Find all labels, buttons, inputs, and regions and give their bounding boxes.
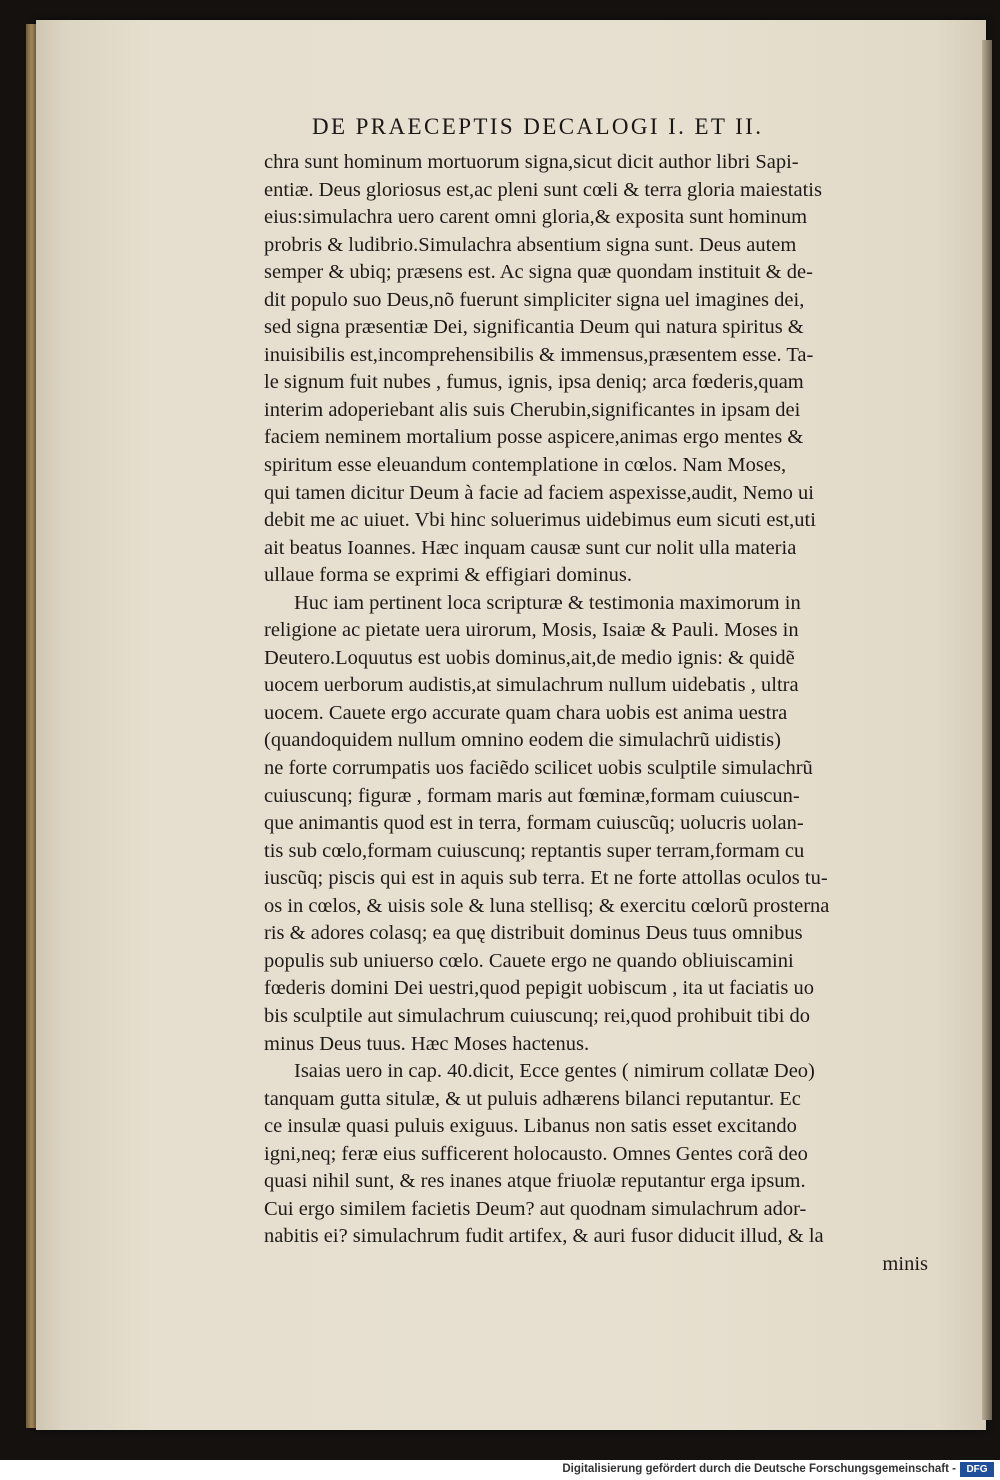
text-line: eius:simulachra uero carent omni gloria,& exposita sunt hominum [264, 206, 808, 229]
text-line: uocem uerborum audistis,at simulachrum nullum uidebatis , ultra [264, 674, 799, 697]
text-line: ne forte corrumpatis uos faciẽdo scilicet uobis sculptile simulachrũ [264, 757, 813, 780]
running-head: DE PRAECEPTIS DECALOGI I. ET II. [312, 114, 764, 139]
digitization-footer [0, 1460, 1000, 1480]
text-line: (quandoquidem nullum omnino eodem die simulachrũ uidistis) [264, 729, 781, 752]
text-line: nabitis ei? simulachrum fudit artifex, & auri fusor diducit illud, & la [264, 1225, 824, 1248]
text-line: minis [882, 1252, 928, 1275]
text-line: tanquam gutta situlæ, & ut puluis adhærens bilanci reputantur. Ec [264, 1087, 801, 1110]
text-line: inuisibilis est,incomprehensibilis & immensus,præsentem esse. Ta- [264, 343, 814, 366]
text-line: religione ac pietate uera uirorum, Mosis, Isaiæ & Pauli. Moses in [264, 619, 799, 642]
text-line: chra sunt hominum mortuorum signa,sicut dicit author libri Sapi- [264, 151, 799, 173]
text-line: interim adoperiebant alis suis Cherubin,significantes in ipsam dei [264, 398, 801, 421]
text-line: Cui ergo similem facietis Deum? aut quodnam simulachrum ador- [264, 1197, 807, 1220]
text-line: Deutero.Loquutus est uobis dominus,ait,de medio ignis: & quidẽ [264, 646, 795, 669]
text-line: minus Deus tuus. Hæc Moses hactenus. [264, 1032, 590, 1055]
page-edge-right [982, 40, 992, 1420]
footer-credit: Digitalisierung gefördert durch die Deutsche Forschungsgemeinschaft - [562, 1463, 956, 1475]
text-line: ce insulæ quasi puluis exiguus. Libanus non satis esset excitando [264, 1115, 797, 1138]
dfg-logo[interactable]: DFG [960, 1462, 994, 1477]
text-line: faciem neminem mortalium posse aspicere,animas ergo mentes & [264, 426, 804, 449]
text-line: Isaias uero in cap. 40.dicit, Ecce gentes ( nimirum collatæ Deo) [294, 1060, 815, 1083]
text-line: debit me ac uiuet. Vbi hinc soluerimus uidebimus eum sicuti est,uti [264, 509, 816, 532]
text-line: igni,neq; feræ eius sufficerent holocausto. Omnes Gentes corã deo [264, 1142, 808, 1165]
text-line: qui tamen dicitur Deum à facie ad faciem aspexisse,audit, Nemo ui [264, 481, 814, 504]
text-line: semper & ubiq; præsens est. Ac signa quæ quondam instituit & de- [264, 261, 813, 284]
body-text [264, 149, 928, 1278]
text-line: entiæ. Deus gloriosus est,ac pleni sunt cœli & terra gloria maiestatis [264, 178, 822, 201]
text-line: iuscũq; piscis qui est in aquis sub terra. Et ne forte attollas oculos tu- [264, 867, 828, 890]
text-line: uocem. Cauete ergo accurate quam chara uobis est anima uestra [264, 701, 788, 724]
text-line: ris & adores colasq; ea quę distribuit dominus Deus tuus omnibus [264, 922, 803, 945]
text-line: fœderis domini Dei uestri,quod pepigit uobiscum , ita ut faciatis uo [264, 977, 814, 1000]
text-line: sed signa præsentiæ Dei, significantia Deum qui natura spiritus & [264, 316, 804, 339]
text-line: bis sculptile aut simulachrum cuiuscunq; rei,quod prohibuit tibi do [264, 1004, 811, 1027]
text-line: quasi nihil sunt, & res inanes atque friuolæ reputantur erga ipsum. [264, 1170, 806, 1193]
text-line: probris & ludibrio.Simulachra absentium signa sunt. Deus autem [264, 233, 797, 256]
text-line: ait beatus Ioannes. Hæc inquam causæ sunt cur nolit ulla materia [264, 536, 797, 559]
text-line: que animantis quod est in terra, formam cuiuscũq; uolucris uolan- [264, 812, 804, 835]
text-line: dit populo suo Deus,nõ fuerunt simpliciter signa uel imagines dei, [264, 288, 805, 311]
text-line: populis sub uniuerso cœlo. Cauete ergo ne quando obliuiscamini [264, 949, 794, 972]
text-line: tis sub cœlo,formam cuiuscunq; reptantis super terram,formam cu [264, 839, 805, 862]
text-line: le signum fuit nubes , fumus, ignis, ipsa deniq; arca fœderis,quam [264, 371, 804, 394]
text-line: spiritum esse eleuandum contemplatione in cœlos. Nam Moses, [264, 454, 787, 477]
text-line: os in cœlos, & uisis sole & luna stellisq; & exercitu cœlorũ prosterna [264, 894, 830, 917]
text-line: cuiuscunq; figuræ , formam maris aut fœminæ,formam cuiuscun- [264, 784, 800, 807]
text-line: Huc iam pertinent loca scripturæ & testimonia maximorum in [294, 591, 801, 614]
text-line: ullaue forma se exprimi & effigiari dominus. [264, 564, 632, 587]
